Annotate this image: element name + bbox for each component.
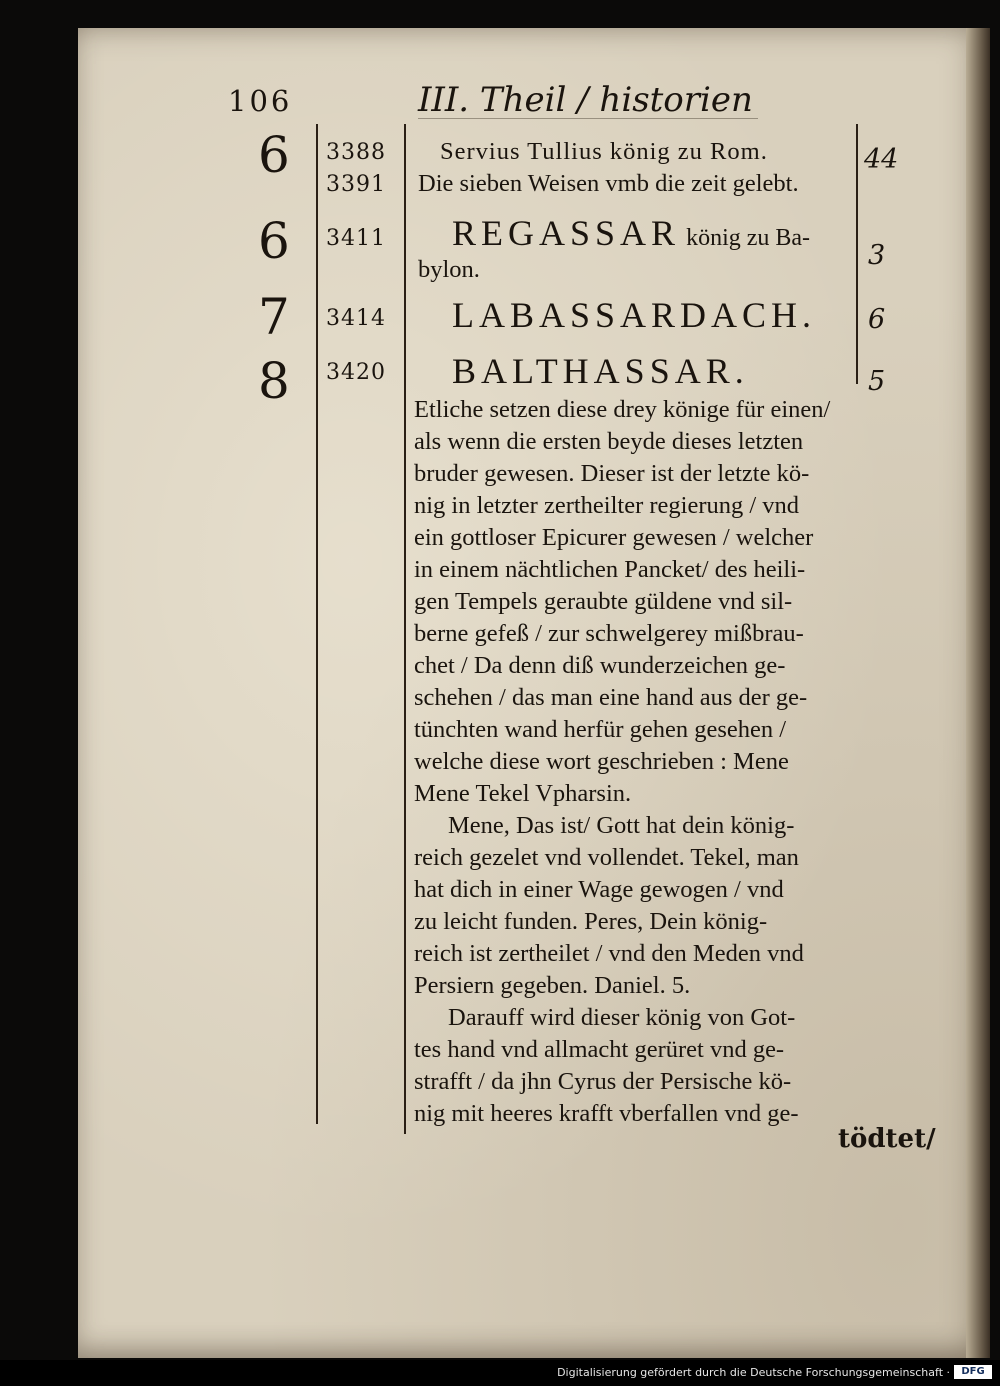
- body-line: Mene, Das ist/ Gott hat dein könig-: [448, 812, 795, 839]
- page-number: 106: [228, 84, 293, 118]
- body-line: zu leicht funden. Peres, Dein könig-: [414, 908, 768, 935]
- column-rule-middle: [404, 124, 406, 1134]
- body-line: nig mit heeres krafft vberfallen vnd ge-: [414, 1100, 799, 1127]
- header-rule: [418, 118, 758, 119]
- body-line: Darauff wird dieser könig von Got-: [448, 1004, 796, 1031]
- body-line: welche diese wort geschrieben : Mene: [414, 748, 789, 775]
- body-line: Persiern gegeben. Daniel. 5.: [414, 972, 691, 999]
- body-line: als wenn die ersten beyde dieses letzten: [414, 428, 804, 455]
- king-heading: [452, 212, 810, 254]
- reign-number: 6: [258, 126, 290, 184]
- body-line: schehen / das man eine hand aus der ge-: [414, 684, 808, 711]
- years-count: 3: [868, 240, 886, 271]
- page-edge-shadow: [966, 28, 990, 1358]
- body-line: berne gefeß / zur schwelgerey mißbrau-: [414, 620, 804, 647]
- body-line: tes hand vnd allmacht gerüret vnd ge-: [414, 1036, 785, 1063]
- reign-number: 8: [258, 352, 290, 410]
- king-name: LABASSARDACH.: [452, 295, 817, 335]
- king-name: REGASSAR: [452, 213, 681, 253]
- years-count: 5: [868, 366, 886, 397]
- years-count: 44: [864, 144, 899, 175]
- body-line: strafft / da jhn Cyrus der Persische kö-: [414, 1068, 792, 1095]
- body-line: reich ist zertheilet / vnd den Meden vnd: [414, 940, 804, 967]
- body-line: gen Tempels geraubte güldene vnd sil-: [414, 588, 793, 615]
- reign-number: 7: [258, 288, 290, 346]
- king-name: BALTHASSAR.: [452, 351, 749, 391]
- column-rule-left: [316, 124, 318, 1124]
- year: 3388: [326, 140, 386, 165]
- year: 3420: [326, 360, 386, 385]
- dfg-credit: Digitalisierung gefördert durch die Deutsche Forschungsgemeinschaft ·: [557, 1366, 950, 1379]
- body-line: ein gottloser Epicurer gewesen / welcher: [414, 524, 814, 551]
- body-line: Etliche setzen diese drey könige für einen/: [414, 396, 831, 423]
- body-line: Mene Tekel Vpharsin.: [414, 780, 632, 807]
- catchword: tödtet/: [838, 1124, 936, 1154]
- entry-line: Die sieben Weisen vmb die zeit gelebt.: [418, 170, 799, 197]
- body-line: tünchten wand herfür gehen gesehen /: [414, 716, 787, 743]
- king-rest: könig zu Ba-: [680, 225, 811, 251]
- body-line: chet / Da denn diß wunderzeichen ge-: [414, 652, 786, 679]
- entry-line: Servius Tullius könig zu Rom.: [440, 138, 768, 165]
- entry-line: bylon.: [418, 256, 480, 283]
- body-line: in einem nächtlichen Pancket/ des heili-: [414, 556, 806, 583]
- year: 3391: [326, 172, 386, 197]
- column-rule-right: [856, 124, 858, 384]
- year: 3411: [326, 226, 386, 251]
- body-line: bruder gewesen. Dieser ist der letzte kö-: [414, 460, 810, 487]
- running-head: III. Theil / historien: [418, 80, 753, 120]
- body-line: hat dich in einer Wage gewogen / vnd: [414, 876, 784, 903]
- years-count: 6: [868, 304, 886, 335]
- dfg-logo: DFG: [954, 1365, 992, 1379]
- body-line: reich gezelet vnd vollendet. Tekel, man: [414, 844, 799, 871]
- reign-number: 6: [258, 212, 290, 270]
- body-line: nig in letzter zertheilter regierung / vnd: [414, 492, 800, 519]
- year: 3414: [326, 306, 386, 331]
